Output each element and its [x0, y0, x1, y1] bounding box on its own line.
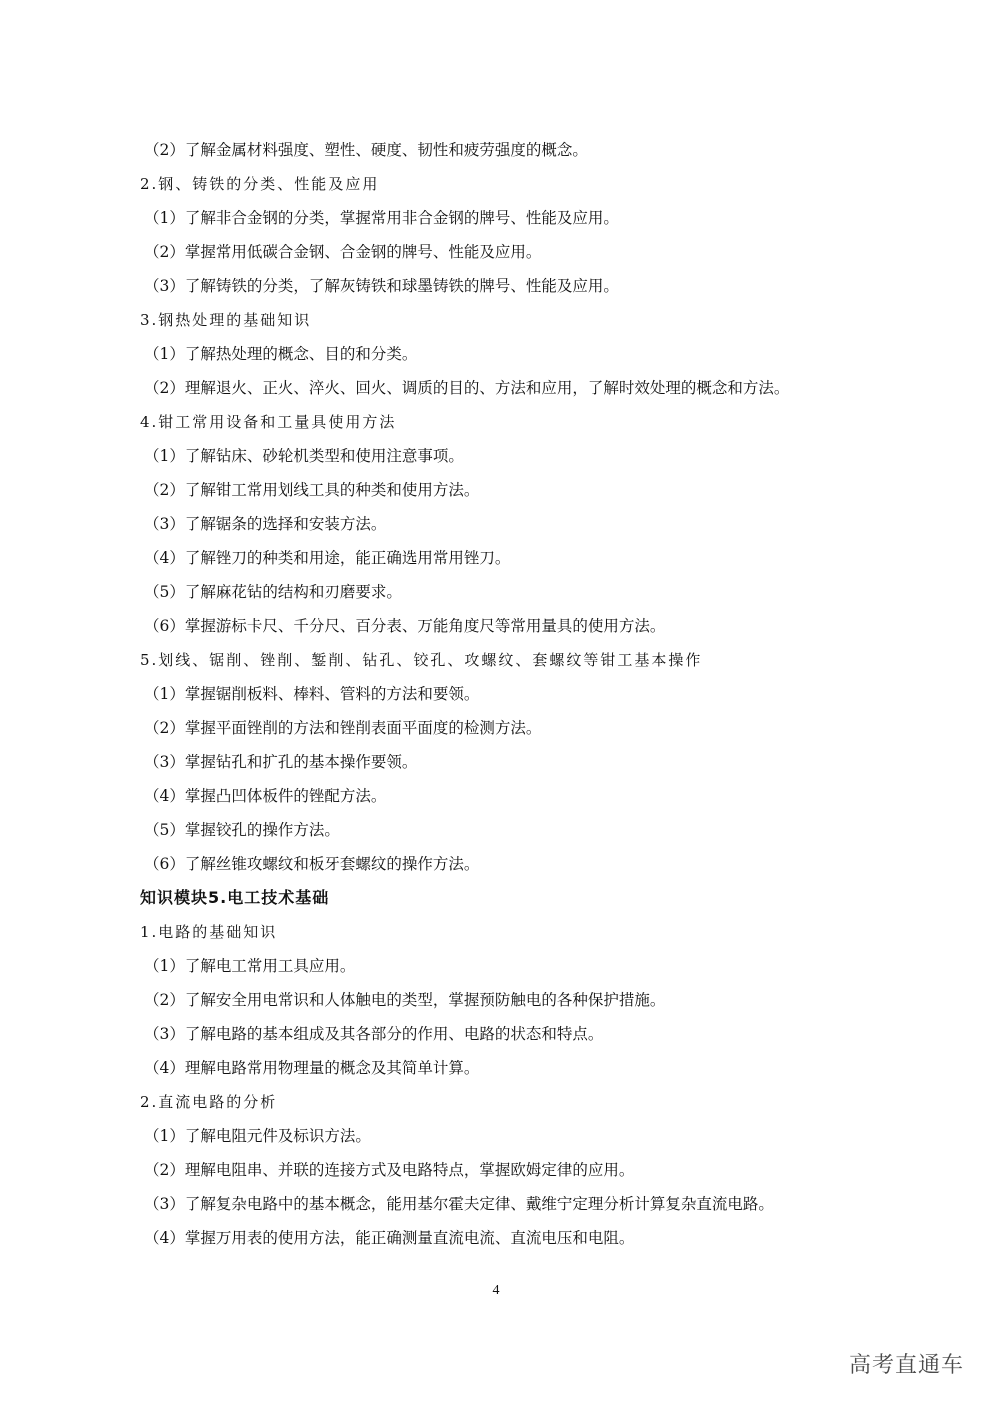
list-item: （3）掌握钻孔和扩孔的基本操作要领。 — [144, 753, 418, 771]
module-title: 知识模块5.电工技术基础 — [140, 888, 330, 907]
list-item: （1）了解热处理的概念、目的和分类。 — [144, 345, 418, 363]
list-item: （1）了解非合金钢的分类，掌握常用非合金钢的牌号、性能及应用。 — [144, 209, 619, 227]
section-heading: 5.划线、锯削、锉削、錾削、钻孔、铰孔、攻螺纹、套螺纹等钳工基本操作 — [140, 651, 703, 669]
section-heading: 2.钢、铸铁的分类、性能及应用 — [140, 175, 380, 193]
list-item: （3）了解复杂电路中的基本概念，能用基尔霍夫定律、戴维宁定理分析计算复杂直流电路。 — [144, 1195, 774, 1213]
list-item: （3）了解铸铁的分类，了解灰铸铁和球墨铸铁的牌号、性能及应用。 — [144, 277, 619, 295]
watermark-text: 高考直通车 — [848, 1353, 964, 1378]
list-item: （2）掌握平面锉削的方法和锉削表面平面度的检测方法。 — [144, 719, 542, 737]
list-item: （2）掌握常用低碳合金钢、合金钢的牌号、性能及应用。 — [144, 243, 542, 261]
list-item: （5）了解麻花钻的结构和刃磨要求。 — [144, 583, 402, 601]
list-item: （2）理解退火、正火、淬火、回火、调质的目的、方法和应用，了解时效处理的概念和方法。 — [144, 379, 790, 397]
list-item: （1）了解钻床、砂轮机类型和使用注意事项。 — [144, 447, 464, 465]
list-item: （5）掌握铰孔的操作方法。 — [144, 821, 340, 839]
section-heading: 4.钳工常用设备和工量具使用方法 — [140, 413, 397, 431]
list-item: （1）了解电工常用工具应用。 — [144, 957, 356, 975]
list-item: （1）了解电阻元件及标识方法。 — [144, 1127, 371, 1145]
list-item: （2）了解钳工常用划线工具的种类和使用方法。 — [144, 481, 480, 499]
list-item: （4）理解电路常用物理量的概念及其简单计算。 — [144, 1059, 480, 1077]
list-item: （4）掌握凸凹体板件的锉配方法。 — [144, 787, 387, 805]
page-number: 4 — [492, 1283, 500, 1298]
section-heading: 3.钢热处理的基础知识 — [140, 311, 312, 329]
list-item: （2）了解安全用电常识和人体触电的类型，掌握预防触电的各种保护措施。 — [144, 991, 666, 1009]
document-body — [140, 133, 880, 1255]
list-item: （1）掌握锯削板料、棒料、管料的方法和要领。 — [144, 685, 480, 703]
list-item: （6）了解丝锥攻螺纹和板牙套螺纹的操作方法。 — [144, 855, 480, 873]
list-item: （4）掌握万用表的使用方法，能正确测量直流电流、直流电压和电阻。 — [144, 1229, 635, 1247]
list-item: （2）理解电阻串、并联的连接方式及电路特点，掌握欧姆定律的应用。 — [144, 1161, 635, 1179]
section-heading: 2.直流电路的分析 — [140, 1093, 278, 1111]
list-item: （3）了解电路的基本组成及其各部分的作用、电路的状态和特点。 — [144, 1025, 604, 1043]
section-heading: 1.电路的基础知识 — [140, 923, 278, 941]
list-item: （2）了解金属材料强度、塑性、硬度、韧性和疲劳强度的概念。 — [144, 141, 588, 159]
list-item: （4）了解锉刀的种类和用途，能正确选用常用锉刀。 — [144, 549, 511, 567]
list-item: （6）掌握游标卡尺、千分尺、百分表、万能角度尺等常用量具的使用方法。 — [144, 617, 666, 635]
list-item: （3）了解锯条的选择和安装方法。 — [144, 515, 387, 533]
